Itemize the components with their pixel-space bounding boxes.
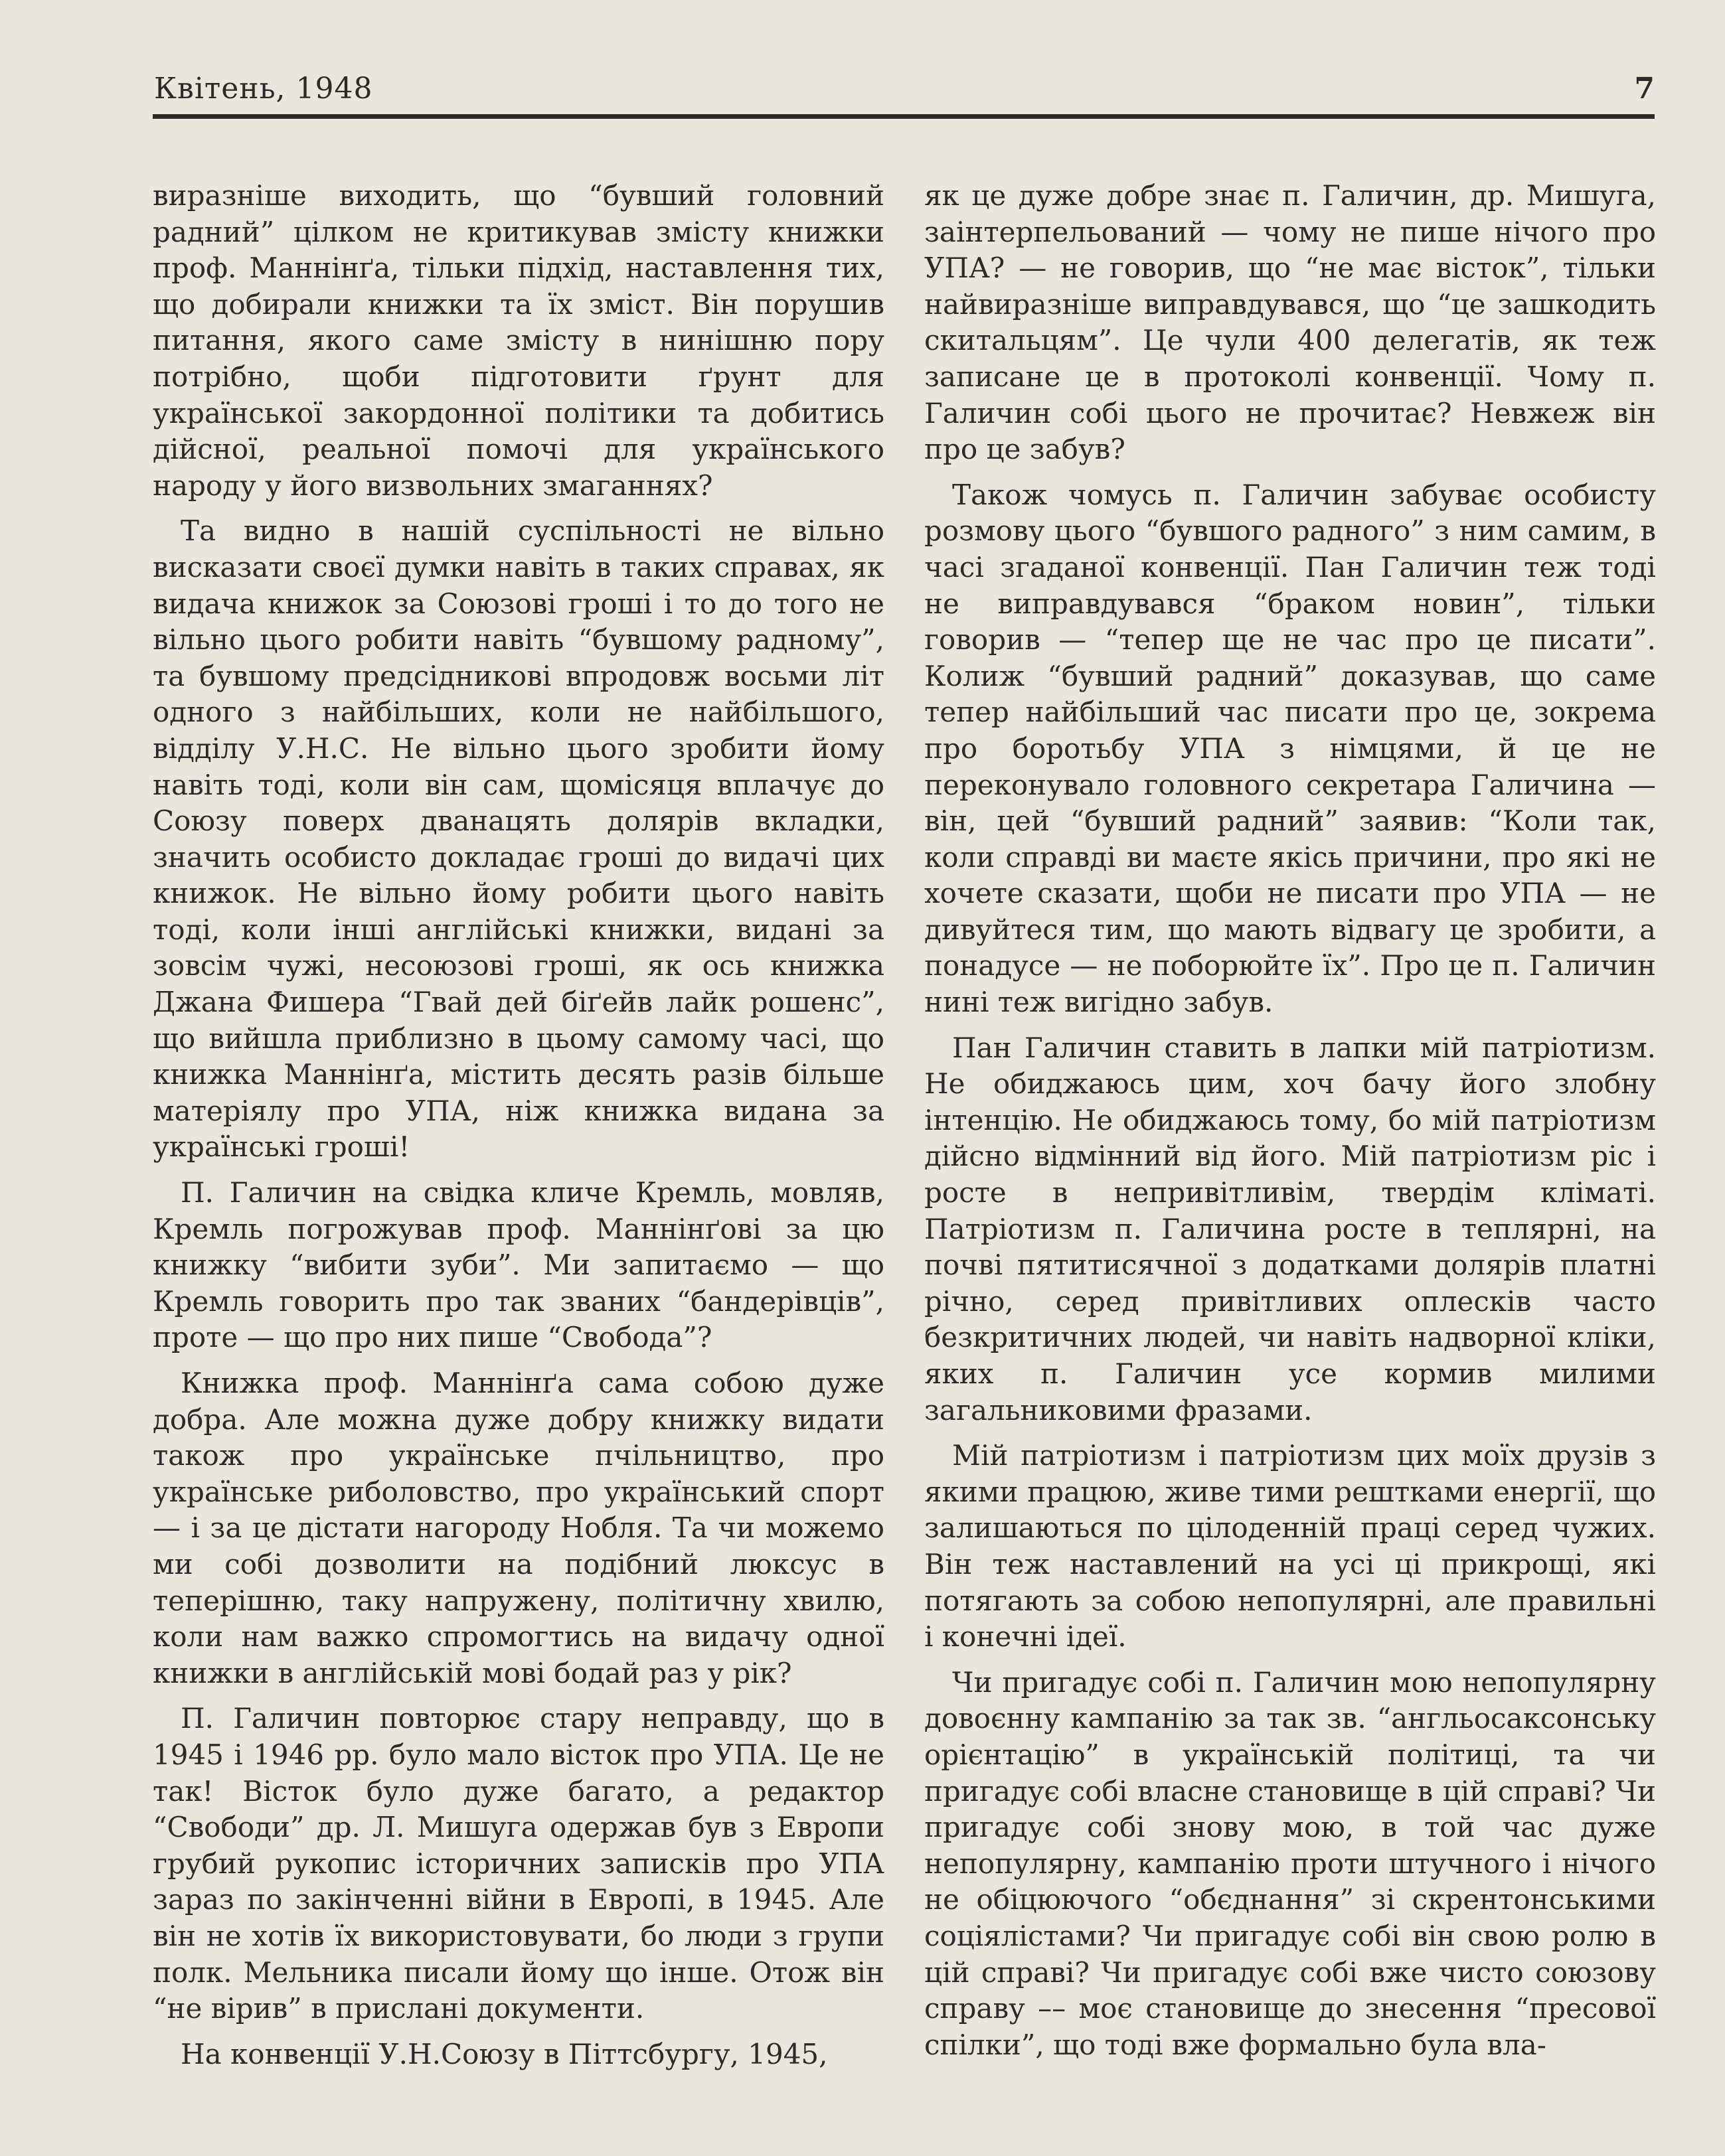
paragraph: Книжка проф. Маннінґа сама собою дуже добра. Але можна дуже добру книжку видати також про українське пчільництво, про українське риболовство, про український спорт — і за це дістати нагороду Нобля. Та чи можемо ми собі дозволити на подібний люксус в теперішню, таку напружену, політичну хвилю, коли нам важко спромогтись на видачу одної книжки в англійській мові бодай раз у рік? bbox=[153, 1367, 884, 1689]
paragraph: Та видно в нашій суспільності не вільно висказати своєї думки навіть в таких справах, як видача книжок за Союзові гроші і то до того не вільно цього робити навіть “бувшому радному”, та бувшому предсідникові впродовж восьми літ одного з найбільших, коли не найбільшого, відділу У.Н.С. Не вільно цього зробити йому навіть тоді, коли він сам, щомісяця вплачує до Союзу поверх дванацять долярів вкладки, значить особисто докладає гроші до видачі цих книжок. Не вільно йому робити цього навіть тоді, коли інші англійські книжки, видані за зовсім чужі, несоюзові гроші, як ось книжка Джана Фишера “Гвай дей біґейв лайк рошенс”, що вийшла приблизно в цьому самому часі, що книжка Маннінґа, містить десять разів більше матеріялу про УПА, ніж книжка видана за українські гроші! bbox=[153, 514, 884, 1164]
paragraph: П. Галичин на свідка кличе Кремль, мовляв, Кремль погрожував проф. Маннінґові за цю книжку “вибити зуби”. Ми запитаємо — що Кремль говорить про так званих “бандерівців”, проте — що про них пише “Свобода”? bbox=[153, 1176, 884, 1354]
paragraph: виразніше виходить, що “бувший головний радний” цілком не критикував змісту книжки проф. Маннінґа, тільки підхід, наставлення тих, що добирали книжки та їх зміст. Він порушив питання, якого саме змісту в нинішню пору потрібно, щоби підготовити ґрунт для української закордонної політики та добитись дійсної, реальної помочі для українського народу у його визвольних змаганнях? bbox=[153, 179, 884, 502]
paragraph: Також чомусь п. Галичин забуває особисту розмову цього “бувшого радного” з ним самим, в часі згаданої конвенції. Пан Галичин теж тоді не виправдувався “браком новин”, тільки говорив — “тепер ще не час про це писати”. Колиж “бувший радний” доказував, що саме тепер найбільший час писати про це, зокрема про боротьбу УПА з німцями, й це не переконувало головного секретара Галичина — він, цей “бувший радний” заявив: “Коли так, коли справді ви маєте якісь причини, про які не хочете сказати, щоби не писати про УПА — не дивуйтеся тим, що мають відвагу це зробити, а понадусе — не поборюйте їх”. Про це п. Галичин нині теж вигідно забув. bbox=[924, 478, 1656, 1019]
paragraph: як це дуже добре знає п. Галичин, др. Мишуга, заінтерпельований — чому не пише нічого про УПА? — не говорив, що “не має вісток”, тільки найвиразніше виправдувався, що “це зашкодить скитальцям”. Це чули 400 делегатів, як теж записане це в протоколі конвенції. Чому п. Галичин собі цього не прочитає? Невжеж він про це забув? bbox=[924, 179, 1656, 466]
right-column bbox=[924, 178, 1656, 2072]
paragraph: Пан Галичин ставить в лапки мій патріотизм. Не обиджаюсь цим, хоч бачу його злобну інтенцію. Не обиджаюсь тому, бо мій патріотизм дійсно відмінний від його. Мій патріотизм ріс і росте в непривітливім, твердім кліматі. Патріотизм п. Галичина росте в теплярні, на почві пятитисячної з додатками долярів платні річно, серед привітливих оплесків часто безкритичних людей, чи навіть надворної кліки, яких п. Галичин усе кормив милими загальниковими фразами. bbox=[924, 1031, 1656, 1426]
header-rule bbox=[153, 114, 1655, 119]
page-header bbox=[153, 72, 1655, 118]
left-column bbox=[153, 178, 884, 2082]
paragraph: Мій патріотизм і патріотизм цих моїх друзів з якими працюю, живе тими рештками енергії, що залишаються по цілоденній праці серед чужих. Він теж наставлений на усі ці прикрощі, які потягають за собою непопулярні, але правильні і конечні ідеї. bbox=[924, 1439, 1656, 1654]
paragraph: На конвенції У.Н.Союзу в Піттсбургу, 1945, bbox=[181, 2037, 828, 2070]
issue-date: Квітень, 1948 bbox=[154, 72, 373, 106]
paragraph: Чи пригадує собі п. Галичин мою непопулярну довоєнну кампанію за так зв. “англьосаксонську орієнтацію” в українській політиці, та чи пригадує собі власне становище в цій справі? Чи пригадує собі знову мою, в той час дуже непопулярну, кампанію проти штучного і нічого не обіцюючого “обєднання” зі скрентонськими соціялістами? Чи пригадує собі він свою ролю в цій справі? Чи пригадує собі вже чисто союзову справу –– моє становище до знесення “пресової спілки”, що тоді вже формально була вла- bbox=[924, 1665, 1656, 2061]
page-number: 7 bbox=[1634, 72, 1655, 106]
paragraph: П. Галичин повторює стару неправду, що в 1945 і 1946 рр. було мало вісток про УПА. Це не так! Вісток було дуже багато, а редактор “Свободи” др. Л. Мишуга одержав був з Европи грубий рукопис історичних записків про УПА зараз по закінченні війни в Европі, в 1945. Але він не хотів їх використовувати, бо люди з групи полк. Мельника писали йому що інше. Отож він “не вірив” в прислані документи. bbox=[153, 1702, 884, 2025]
